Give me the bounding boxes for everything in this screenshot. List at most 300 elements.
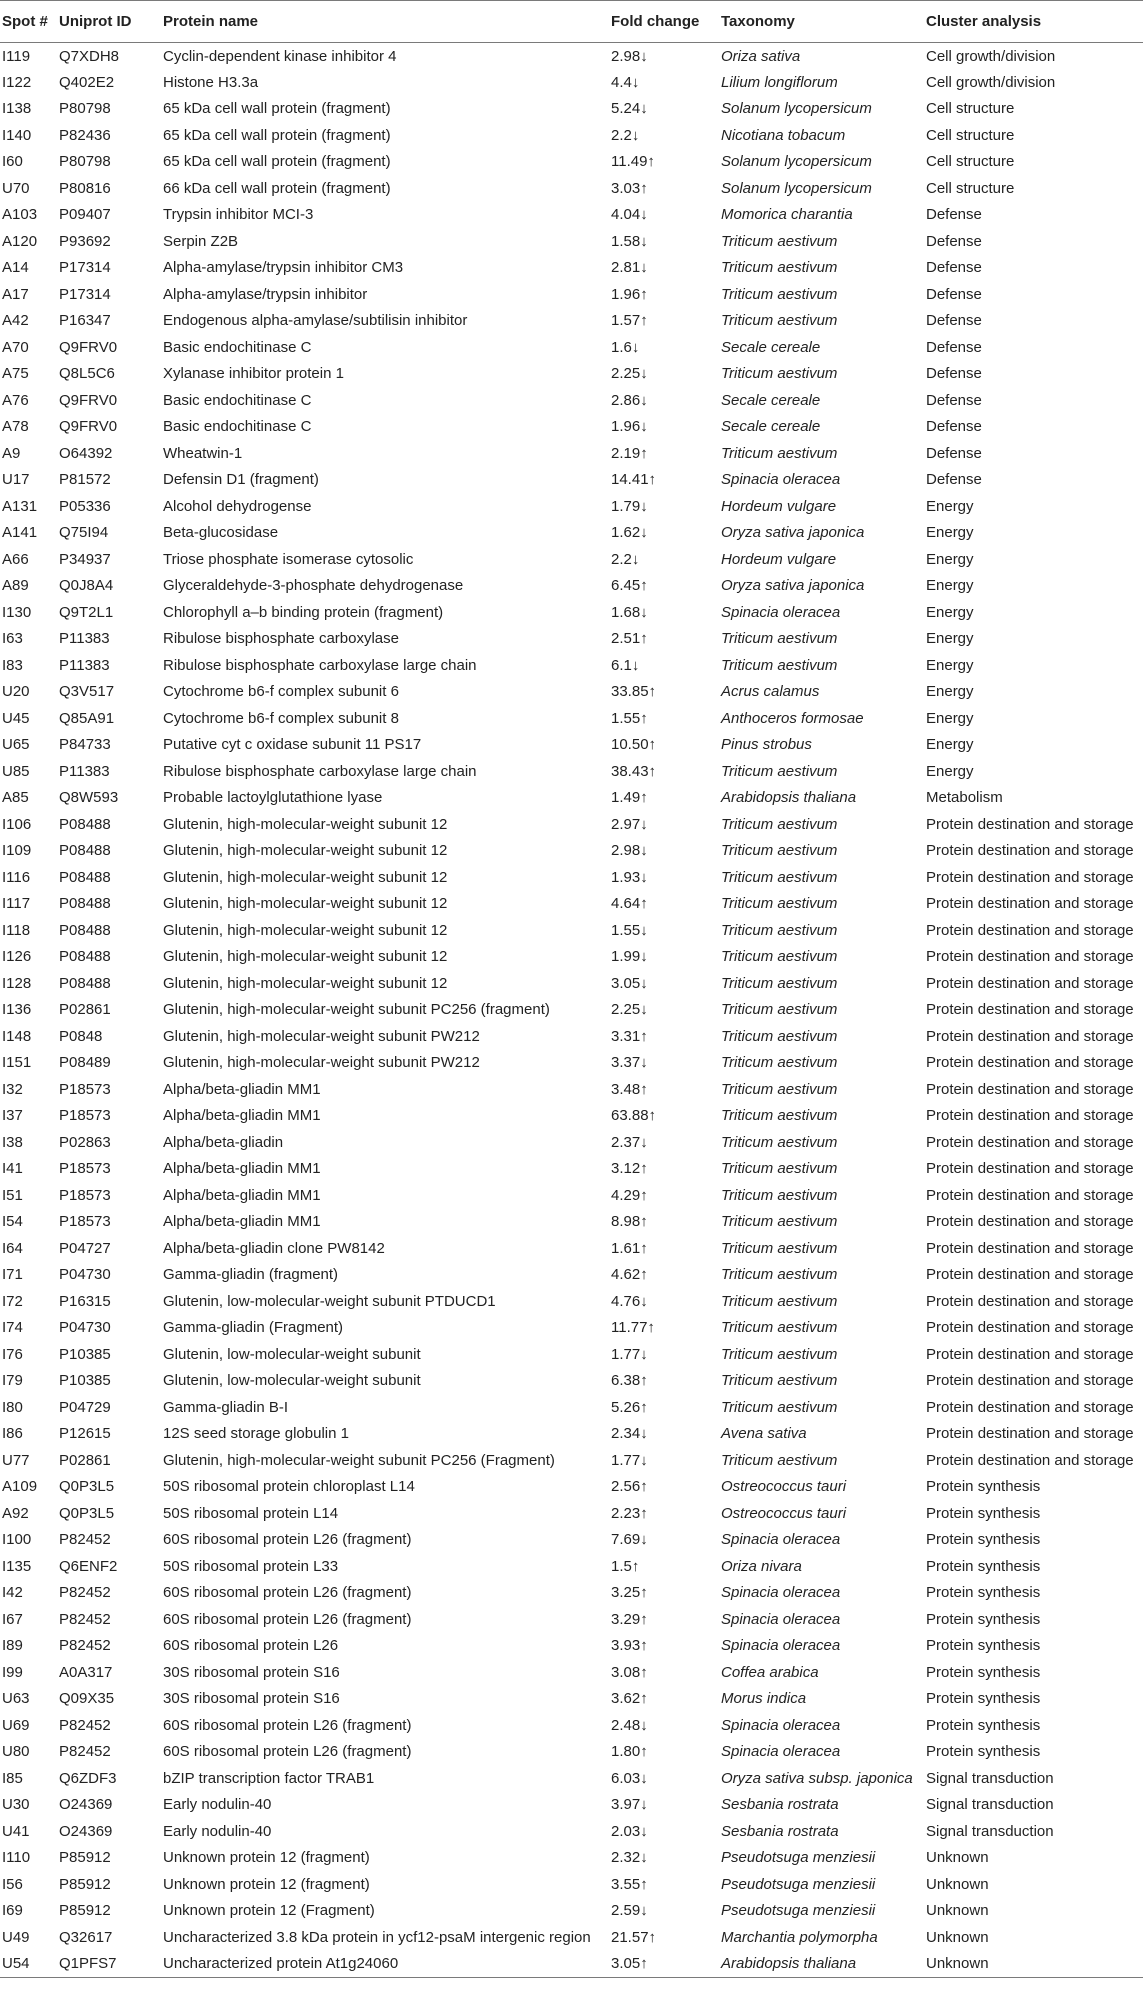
protein-name-cell: Glutenin, high-molecular-weight subunit 12 [163, 815, 448, 833]
taxonomy-cell: Spinacia oleracea [721, 1716, 841, 1734]
spot-cell: I86 [2, 1425, 23, 1443]
header-spot: Spot # [2, 13, 48, 30]
spot-cell: I118 [2, 921, 31, 939]
protein-name-cell: Alpha/beta-gliadin MM1 [163, 1160, 321, 1178]
spot-cell: I60 [2, 153, 23, 171]
fold-change-cell: 3.31↑ [611, 1027, 648, 1045]
taxonomy-cell: Triticum aestivum [721, 842, 838, 860]
table-row [0, 864, 1143, 891]
uniprot-id-cell: P17314 [59, 285, 111, 303]
taxonomy-cell: Nicotiana tobacum [721, 126, 846, 144]
table-row [0, 785, 1143, 812]
taxonomy-cell: Momorica charantia [721, 206, 853, 224]
protein-name-cell: Alpha-amylase/trypsin inhibitor [163, 285, 368, 303]
table-row [0, 493, 1143, 520]
protein-name-cell: Beta-glucosidase [163, 524, 279, 542]
protein-name-cell: Alpha/beta-gliadin [163, 1133, 284, 1151]
uniprot-id-cell: O24369 [59, 1796, 113, 1814]
spot-cell: U20 [2, 683, 30, 701]
taxonomy-cell: Triticum aestivum [721, 1213, 838, 1231]
cluster-cell: Defense [926, 285, 982, 303]
protein-name-cell: 12S seed storage globulin 1 [163, 1425, 349, 1443]
spot-cell: I106 [2, 815, 32, 833]
taxonomy-cell: Triticum aestivum [721, 921, 838, 939]
uniprot-id-cell: P08488 [59, 895, 111, 913]
protein-name-cell: Uncharacterized protein At1g24060 [163, 1955, 399, 1972]
uniprot-id-cell: P82436 [59, 126, 111, 144]
protein-name-cell: Glutenin, high-molecular-weight subunit 12 [163, 868, 448, 886]
spot-cell: I63 [2, 630, 23, 648]
uniprot-id-cell: P82452 [59, 1743, 111, 1761]
cluster-cell: Protein destination and storage [926, 1266, 1134, 1284]
cluster-cell: Protein synthesis [926, 1584, 1041, 1602]
protein-name-cell: Ribulose bisphosphate carboxylase [163, 630, 399, 648]
uniprot-id-cell: Q6ZDF3 [59, 1769, 117, 1787]
table-row [0, 970, 1143, 997]
table-row [0, 414, 1143, 441]
spot-cell: I128 [2, 974, 32, 992]
uniprot-id-cell: P85912 [59, 1875, 111, 1893]
cluster-cell: Protein destination and storage [926, 948, 1134, 966]
table-row [0, 944, 1143, 971]
uniprot-id-cell: P80816 [59, 179, 111, 197]
spot-cell: I135 [2, 1557, 32, 1575]
uniprot-id-cell: P02861 [59, 1001, 111, 1019]
spot-cell: I76 [2, 1345, 23, 1363]
protein-name-cell: Glutenin, high-molecular-weight subunit PW212 [163, 1054, 480, 1072]
table-row [0, 1368, 1143, 1395]
spot-cell: U65 [2, 736, 30, 754]
table-row [0, 1394, 1143, 1421]
table-row [0, 228, 1143, 255]
taxonomy-cell: Spinacia oleracea [721, 603, 841, 621]
protein-name-cell: Uncharacterized 3.8 kDa protein in ycf12-psaM intergenic region [163, 1928, 591, 1946]
uniprot-id-cell: P11383 [59, 630, 110, 648]
table-row [0, 308, 1143, 335]
spot-cell: A131 [2, 497, 38, 515]
table-header [0, 1, 1143, 43]
protein-name-cell: 50S ribosomal protein L14 [163, 1504, 339, 1522]
cluster-cell: Signal transduction [926, 1796, 1054, 1814]
protein-name-cell: 60S ribosomal protein L26 [163, 1637, 339, 1655]
fold-change-cell: 2.37↓ [611, 1133, 648, 1151]
uniprot-id-cell: Q9FRV0 [59, 391, 118, 409]
taxonomy-cell: Arabidopsis thaliana [721, 1955, 857, 1972]
spot-cell: U17 [2, 471, 30, 489]
uniprot-id-cell: Q0P3L5 [59, 1478, 115, 1496]
taxonomy-cell: Sesbania rostrata [721, 1822, 839, 1840]
table-row [0, 1341, 1143, 1368]
spot-cell: I74 [2, 1319, 23, 1337]
cluster-cell: Energy [926, 603, 974, 621]
spot-cell: U70 [2, 179, 30, 197]
protein-name-cell: Glutenin, high-molecular-weight subunit PW212 [163, 1027, 480, 1045]
uniprot-id-cell: Q09X35 [59, 1690, 115, 1708]
cluster-cell: Metabolism [926, 789, 1003, 807]
cluster-cell: Protein synthesis [926, 1478, 1041, 1496]
protein-name-cell: Putative cyt c oxidase subunit 11 PS17 [163, 736, 422, 754]
fold-change-cell: 2.97↓ [611, 815, 648, 833]
fold-change-cell: 11.49↑ [611, 153, 655, 171]
taxonomy-cell: Triticum aestivum [721, 365, 838, 383]
protein-name-cell: Glutenin, high-molecular-weight subunit PC256 (Fragment) [163, 1451, 555, 1469]
taxonomy-cell: Triticum aestivum [721, 1001, 838, 1019]
fold-change-cell: 4.04↓ [611, 206, 648, 224]
taxonomy-cell: Secale cereale [721, 418, 821, 436]
fold-change-cell: 63.88↑ [611, 1107, 657, 1125]
cluster-cell: Defense [926, 365, 982, 383]
uniprot-id-cell: O24369 [59, 1822, 113, 1840]
spot-cell: A85 [2, 789, 29, 807]
fold-change-cell: 3.62↑ [611, 1690, 648, 1708]
fold-change-cell: 1.55↓ [611, 921, 648, 939]
protein-name-cell: 60S ribosomal protein L26 (fragment) [163, 1610, 412, 1628]
cluster-cell: Cell structure [926, 179, 1015, 197]
protein-name-cell: Triose phosphate isomerase cytosolic [163, 550, 414, 568]
table-row [0, 175, 1143, 202]
fold-change-cell: 2.25↓ [611, 365, 648, 383]
table-row [0, 1686, 1143, 1713]
uniprot-id-cell: P08489 [59, 1054, 111, 1072]
uniprot-id-cell: P81572 [59, 471, 111, 489]
cluster-cell: Energy [926, 524, 974, 542]
table-row [0, 1633, 1143, 1660]
fold-change-cell: 21.57↑ [611, 1928, 657, 1946]
spot-cell: A103 [2, 206, 38, 224]
uniprot-id-cell: Q6ENF2 [59, 1557, 118, 1575]
cluster-cell: Protein destination and storage [926, 1345, 1134, 1363]
cluster-cell: Defense [926, 391, 982, 409]
cluster-cell: Protein destination and storage [926, 815, 1134, 833]
taxonomy-cell: Triticum aestivum [721, 1266, 838, 1284]
taxonomy-cell: Triticum aestivum [721, 1451, 838, 1469]
fold-change-cell: 3.97↓ [611, 1796, 648, 1814]
table-row [0, 732, 1143, 759]
taxonomy-cell: Spinacia oleracea [721, 1531, 841, 1549]
header-protein-name: Protein name [163, 13, 259, 30]
fold-change-cell: 2.32↓ [611, 1849, 648, 1867]
uniprot-id-cell: Q8L5C6 [59, 365, 115, 383]
protein-name-cell: Xylanase inhibitor protein 1 [163, 365, 344, 383]
uniprot-id-cell: P82452 [59, 1584, 111, 1602]
protein-name-cell: 60S ribosomal protein L26 (fragment) [163, 1716, 412, 1734]
taxonomy-cell: Sesbania rostrata [721, 1796, 839, 1814]
header-taxonomy: Taxonomy [721, 13, 795, 30]
cluster-cell: Defense [926, 312, 982, 330]
table-row [0, 679, 1143, 706]
cluster-cell: Protein destination and storage [926, 842, 1134, 860]
spot-cell: I42 [2, 1584, 23, 1602]
fold-change-cell: 1.79↓ [611, 497, 648, 515]
table-row [0, 334, 1143, 361]
fold-change-cell: 4.62↑ [611, 1266, 648, 1284]
table-row [0, 1421, 1143, 1448]
protein-name-cell: Basic endochitinase C [163, 338, 312, 356]
taxonomy-cell: Hordeum vulgare [721, 497, 837, 515]
spot-cell: I100 [2, 1531, 32, 1549]
table-row [0, 96, 1143, 123]
cluster-cell: Protein destination and storage [926, 1425, 1134, 1443]
fold-change-cell: 1.77↓ [611, 1451, 648, 1469]
spot-cell: I126 [2, 948, 32, 966]
uniprot-id-cell: P17314 [59, 259, 111, 277]
fold-change-cell: 2.98↓ [611, 47, 648, 65]
table-row [0, 1765, 1143, 1792]
uniprot-id-cell: P08488 [59, 842, 111, 860]
fold-change-cell: 8.98↑ [611, 1213, 648, 1231]
cluster-cell: Protein destination and storage [926, 1054, 1134, 1072]
taxonomy-cell: Morus indica [721, 1690, 807, 1708]
protein-name-cell: Alpha-amylase/trypsin inhibitor CM3 [163, 259, 404, 277]
table-row [0, 652, 1143, 679]
header-cluster-analysis: Cluster analysis [926, 13, 1042, 30]
protein-name-cell: Gamma-gliadin B-I [163, 1398, 289, 1416]
spot-cell: I109 [2, 842, 32, 860]
table-row [0, 573, 1143, 600]
taxonomy-cell: Solanum lycopersicum [721, 100, 872, 118]
fold-change-cell: 1.6↓ [611, 338, 640, 356]
protein-name-cell: Early nodulin-40 [163, 1796, 272, 1814]
protein-name-cell: Unknown protein 12 (fragment) [163, 1875, 370, 1893]
cluster-cell: Defense [926, 418, 982, 436]
uniprot-id-cell: P08488 [59, 974, 111, 992]
table-row [0, 1129, 1143, 1156]
protein-name-cell: Cyclin-dependent kinase inhibitor 4 [163, 47, 397, 65]
cluster-cell: Unknown [926, 1902, 989, 1920]
table-row [0, 149, 1143, 176]
protein-name-cell: Gamma-gliadin (Fragment) [163, 1319, 344, 1337]
table-row [0, 997, 1143, 1024]
taxonomy-cell: Triticum aestivum [721, 1080, 838, 1098]
spot-cell: I85 [2, 1769, 23, 1787]
table-row [0, 1818, 1143, 1845]
fold-change-cell: 2.19↑ [611, 444, 648, 462]
table-row [0, 1659, 1143, 1686]
cluster-cell: Defense [926, 259, 982, 277]
fold-change-cell: 1.55↑ [611, 709, 648, 727]
protein-name-cell: Chlorophyll a–b binding protein (fragment) [163, 603, 444, 621]
taxonomy-cell: Triticum aestivum [721, 285, 838, 303]
spot-cell: I79 [2, 1372, 23, 1390]
uniprot-id-cell: P84733 [59, 736, 111, 754]
fold-change-cell: 1.58↓ [611, 232, 648, 250]
taxonomy-cell: Spinacia oleracea [721, 471, 841, 489]
protein-name-cell: Probable lactoylglutathione lyase [163, 789, 383, 807]
uniprot-id-cell: P08488 [59, 921, 111, 939]
uniprot-id-cell: P04730 [59, 1319, 111, 1337]
taxonomy-cell: Coffea arabica [721, 1663, 819, 1681]
taxonomy-cell: Oriza sativa [721, 47, 801, 65]
spot-cell: I56 [2, 1875, 23, 1893]
taxonomy-cell: Ostreococcus tauri [721, 1478, 847, 1496]
cluster-cell: Cell growth/division [926, 73, 1056, 91]
header-uniprot-id: Uniprot ID [59, 13, 132, 30]
taxonomy-cell: Spinacia oleracea [721, 1610, 841, 1628]
fold-change-cell: 3.25↑ [611, 1584, 648, 1602]
uniprot-id-cell: P0848 [59, 1027, 103, 1045]
protein-name-cell: Glutenin, low-molecular-weight subunit [163, 1372, 421, 1390]
table-row [0, 440, 1143, 467]
table-row [0, 917, 1143, 944]
taxonomy-cell: Triticum aestivum [721, 1054, 838, 1072]
fold-change-cell: 2.59↓ [611, 1902, 648, 1920]
fold-change-cell: 2.34↓ [611, 1425, 648, 1443]
protein-name-cell: Alpha/beta-gliadin MM1 [163, 1080, 321, 1098]
cluster-cell: Energy [926, 656, 974, 674]
cluster-cell: Energy [926, 762, 974, 780]
protein-name-cell: Basic endochitinase C [163, 418, 312, 436]
uniprot-id-cell: P18573 [59, 1160, 111, 1178]
fold-change-cell: 1.68↓ [611, 603, 648, 621]
table-row [0, 1871, 1143, 1898]
table-row [0, 43, 1143, 70]
cluster-cell: Protein destination and storage [926, 868, 1134, 886]
protein-name-cell: 30S ribosomal protein S16 [163, 1663, 340, 1681]
taxonomy-cell: Triticum aestivum [721, 1186, 838, 1204]
spot-cell: I64 [2, 1239, 23, 1257]
fold-change-cell: 3.03↑ [611, 179, 648, 197]
uniprot-id-cell: Q9FRV0 [59, 338, 118, 356]
fold-change-cell: 2.48↓ [611, 1716, 648, 1734]
cluster-cell: Protein destination and storage [926, 1001, 1134, 1019]
uniprot-id-cell: P04730 [59, 1266, 111, 1284]
cluster-cell: Protein destination and storage [926, 921, 1134, 939]
spot-cell: A109 [2, 1478, 38, 1496]
uniprot-id-cell: O64392 [59, 444, 113, 462]
spot-cell: A89 [2, 577, 29, 595]
protein-name-cell: Glutenin, low-molecular-weight subunit PTDUCD1 [163, 1292, 496, 1310]
table-body [0, 43, 1143, 1978]
taxonomy-cell: Triticum aestivum [721, 259, 838, 277]
taxonomy-cell: Oryza sativa japonica [721, 524, 865, 542]
uniprot-id-cell: P02861 [59, 1451, 111, 1469]
protein-name-cell: 66 kDa cell wall protein (fragment) [163, 179, 391, 197]
spot-cell: A75 [2, 365, 29, 383]
cluster-cell: Cell structure [926, 100, 1015, 118]
cluster-cell: Defense [926, 338, 982, 356]
fold-change-cell: 2.81↓ [611, 259, 648, 277]
uniprot-id-cell: P16347 [59, 312, 111, 330]
taxonomy-cell: Triticum aestivum [721, 444, 838, 462]
fold-change-cell: 1.5↑ [611, 1557, 640, 1575]
table-row [0, 202, 1143, 229]
spot-cell: U49 [2, 1928, 30, 1946]
table-row [0, 599, 1143, 626]
taxonomy-cell: Triticum aestivum [721, 1107, 838, 1125]
cluster-cell: Energy [926, 709, 974, 727]
taxonomy-cell: Solanum lycopersicum [721, 153, 872, 171]
spot-cell: A141 [2, 524, 38, 542]
fold-change-cell: 11.77↑ [611, 1319, 655, 1337]
taxonomy-cell: Triticum aestivum [721, 630, 838, 648]
cluster-cell: Unknown [926, 1875, 989, 1893]
table-row [0, 546, 1143, 573]
header-row [0, 1, 1143, 43]
cluster-cell: Protein synthesis [926, 1716, 1041, 1734]
cluster-cell: Cell structure [926, 126, 1015, 144]
table-row [0, 1924, 1143, 1951]
spot-cell: U45 [2, 709, 30, 727]
cluster-cell: Unknown [926, 1928, 989, 1946]
spot-cell: I89 [2, 1637, 23, 1655]
uniprot-id-cell: Q3V517 [59, 683, 115, 701]
header-fold-change: Fold change [611, 13, 700, 30]
protein-name-cell: Basic endochitinase C [163, 391, 312, 409]
cluster-cell: Energy [926, 683, 974, 701]
protein-name-cell: Glutenin, high-molecular-weight subunit 12 [163, 974, 448, 992]
table-row [0, 1315, 1143, 1342]
uniprot-id-cell: P11383 [59, 656, 110, 674]
cluster-cell: Protein synthesis [926, 1690, 1041, 1708]
protein-name-cell: Ribulose bisphosphate carboxylase large chain [163, 656, 477, 674]
protein-name-cell: Gamma-gliadin (fragment) [163, 1266, 339, 1284]
spot-cell: I67 [2, 1610, 23, 1628]
table-row [0, 758, 1143, 785]
fold-change-cell: 6.38↑ [611, 1372, 648, 1390]
protein-name-cell: Serpin Z2B [163, 232, 239, 250]
fold-change-cell: 2.2↓ [611, 126, 640, 144]
table-row [0, 255, 1143, 282]
taxonomy-cell: Triticum aestivum [721, 656, 838, 674]
fold-change-cell: 3.93↑ [611, 1637, 648, 1655]
fold-change-cell: 6.45↑ [611, 577, 648, 595]
cluster-cell: Protein destination and storage [926, 1160, 1134, 1178]
taxonomy-cell: Triticum aestivum [721, 1027, 838, 1045]
protein-name-cell: Ribulose bisphosphate carboxylase large chain [163, 762, 477, 780]
protein-name-cell: Glutenin, high-molecular-weight subunit PC256 (fragment) [163, 1001, 550, 1019]
table-row [0, 1845, 1143, 1872]
table-row [0, 1580, 1143, 1607]
cluster-cell: Energy [926, 497, 974, 515]
protein-name-cell: Alcohol dehydrogense [163, 497, 312, 515]
spot-cell: A78 [2, 418, 29, 436]
spot-cell: I72 [2, 1292, 23, 1310]
fold-change-cell: 1.96↓ [611, 418, 648, 436]
cluster-cell: Protein destination and storage [926, 1239, 1134, 1257]
table-row [0, 1792, 1143, 1819]
uniprot-id-cell: P04729 [59, 1398, 111, 1416]
taxonomy-cell: Arabidopsis thaliana [721, 789, 857, 807]
fold-change-cell: 4.76↓ [611, 1292, 648, 1310]
taxonomy-cell: Triticum aestivum [721, 1239, 838, 1257]
taxonomy-cell: Triticum aestivum [721, 232, 838, 250]
taxonomy-cell: Triticum aestivum [721, 1398, 838, 1416]
cluster-cell: Protein destination and storage [926, 895, 1134, 913]
protein-name-cell: Alpha/beta-gliadin MM1 [163, 1107, 321, 1125]
fold-change-cell: 3.29↑ [611, 1610, 648, 1628]
table-row [0, 387, 1143, 414]
taxonomy-cell: Spinacia oleracea [721, 1743, 841, 1761]
spot-cell: U85 [2, 762, 30, 780]
uniprot-id-cell: P82452 [59, 1610, 111, 1628]
spot-cell: U54 [2, 1955, 30, 1972]
taxonomy-cell: Secale cereale [721, 338, 821, 356]
protein-name-cell: Alpha/beta-gliadin MM1 [163, 1186, 321, 1204]
fold-change-cell: 14.41↑ [611, 471, 657, 489]
spot-cell: A76 [2, 391, 29, 409]
table-row [0, 1712, 1143, 1739]
table-row [0, 361, 1143, 388]
table-row [0, 122, 1143, 149]
protein-name-cell: Histone H3.3a [163, 73, 259, 91]
cluster-cell: Cell structure [926, 153, 1015, 171]
protein-name-cell: Endogenous alpha-amylase/subtilisin inhibitor [163, 312, 468, 330]
table-row [0, 1951, 1143, 1978]
uniprot-id-cell: P16315 [59, 1292, 111, 1310]
taxonomy-cell: Pseudotsuga menziesii [721, 1875, 876, 1893]
protein-name-cell: Glutenin, high-molecular-weight subunit 12 [163, 948, 448, 966]
fold-change-cell: 6.1↓ [611, 656, 640, 674]
